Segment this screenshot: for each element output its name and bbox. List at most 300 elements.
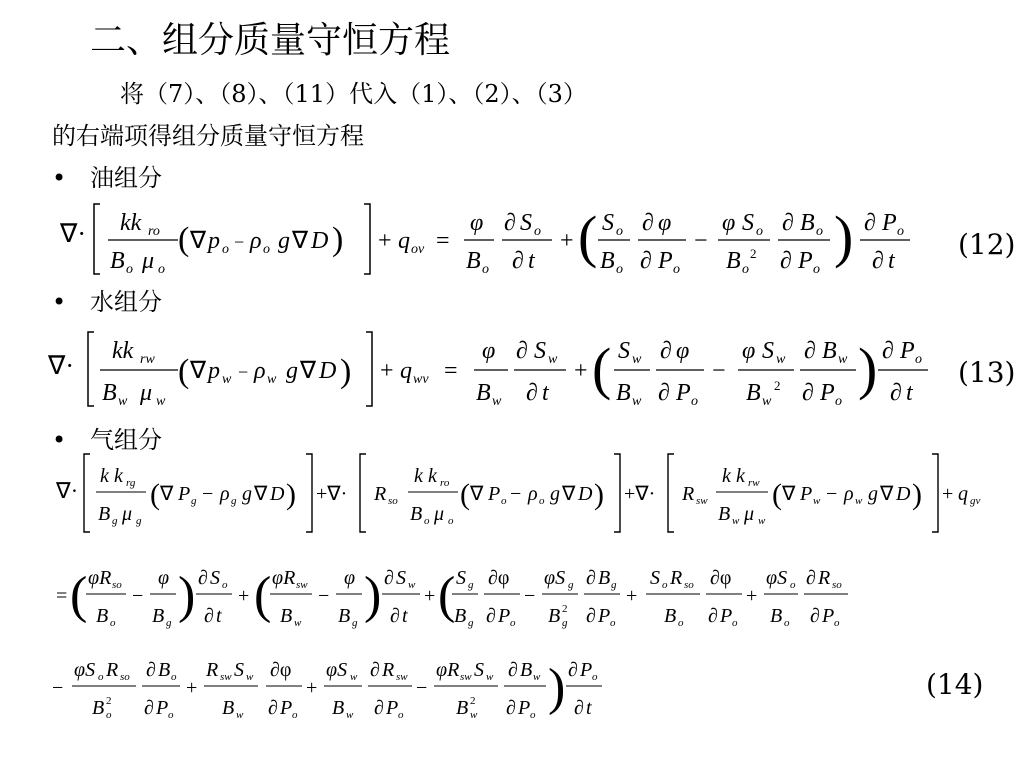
svg-text:μ: μ [142, 248, 155, 274]
svg-text:∂: ∂ [512, 248, 524, 274]
svg-text:S: S [234, 659, 244, 681]
svg-text:R: R [374, 483, 387, 505]
svg-text:o: o [448, 515, 454, 527]
svg-text:so: so [112, 579, 122, 591]
svg-text:o: o [292, 709, 298, 721]
intro-line-1: 将（7）、（8）、（11）代入（1）、（2）、（3） [120, 80, 587, 108]
svg-text:o: o [501, 495, 507, 507]
svg-text:φS: φS [74, 659, 96, 681]
svg-text:ov: ov [411, 242, 425, 257]
svg-text:φS: φS [544, 567, 566, 589]
svg-text:∂: ∂ [568, 659, 578, 681]
svg-text:w: w [632, 394, 642, 409]
svg-text:+: + [238, 585, 250, 607]
svg-text:k: k [428, 465, 437, 487]
svg-text:p: p [208, 228, 220, 254]
svg-text:(: ( [772, 478, 782, 511]
svg-text:∂φ: ∂φ [488, 567, 510, 589]
svg-text:S: S [534, 338, 546, 364]
svg-text:o: o [732, 617, 738, 629]
svg-text:φ: φ [158, 567, 170, 589]
svg-text:o: o [263, 242, 270, 257]
svg-text:w: w [470, 709, 478, 721]
svg-text:g: g [568, 579, 574, 591]
svg-text:−: − [318, 585, 330, 607]
svg-text:+∇·: +∇· [624, 483, 656, 505]
svg-text:ρ: ρ [220, 483, 230, 505]
svg-text:w: w [236, 709, 244, 721]
svg-text:∂: ∂ [370, 659, 380, 681]
svg-text:o: o [126, 262, 133, 277]
svg-text:∂φ: ∂φ [270, 659, 292, 681]
svg-text:gv: gv [970, 495, 981, 507]
svg-text:k: k [722, 465, 731, 487]
svg-text:B: B [718, 503, 731, 525]
svg-text:o: o [678, 617, 684, 629]
svg-text:o: o [897, 224, 904, 239]
svg-text:o: o [168, 709, 174, 721]
svg-text:=: = [444, 358, 458, 384]
svg-text:μ: μ [744, 503, 755, 525]
svg-text:B: B [338, 605, 351, 627]
svg-text:B: B [548, 605, 561, 627]
svg-text:): ) [834, 204, 854, 269]
svg-text:φ: φ [742, 338, 756, 364]
svg-text:P: P [280, 697, 293, 719]
svg-text:g: g [231, 495, 237, 507]
svg-text:o: o [482, 262, 489, 277]
svg-text:q: q [398, 228, 410, 254]
svg-text:=: = [436, 228, 450, 254]
svg-text:∂: ∂ [872, 248, 884, 274]
svg-text:sw: sw [696, 495, 708, 507]
svg-text:sw: sw [396, 671, 408, 683]
svg-text:D: D [311, 228, 329, 254]
svg-text:∂: ∂ [810, 605, 820, 627]
svg-text:q: q [400, 358, 412, 384]
equation-12 [0, 190, 1024, 290]
svg-text:g: g [191, 495, 197, 507]
svg-text:∇: ∇ [300, 358, 317, 384]
svg-text:o: o [756, 224, 763, 239]
svg-text:so: so [120, 671, 130, 683]
equation-14-row-2 [0, 548, 1024, 638]
svg-text:kk: kk [120, 210, 142, 236]
svg-text:∇: ∇ [470, 483, 484, 505]
svg-text:o: o [98, 671, 104, 683]
svg-text:ro: ro [148, 224, 160, 239]
svg-text:o: o [424, 515, 430, 527]
svg-text:∂: ∂ [144, 697, 154, 719]
svg-text:−: − [826, 483, 838, 505]
svg-text:S: S [456, 567, 466, 589]
svg-text:ro: ro [440, 477, 450, 489]
svg-text:o: o [673, 262, 680, 277]
svg-text:t: t [586, 697, 592, 719]
svg-text:φ: φ [722, 210, 736, 236]
svg-text:S: S [618, 338, 630, 364]
svg-text:sw: sw [296, 579, 308, 591]
svg-text:k: k [414, 465, 423, 487]
svg-text:+: + [626, 585, 638, 607]
svg-text:P: P [676, 380, 691, 406]
svg-text:B: B [664, 605, 677, 627]
svg-text:φR: φR [272, 567, 296, 589]
svg-text:w: w [346, 709, 354, 721]
svg-text:∇·: ∇· [48, 351, 75, 380]
svg-text:o: o [691, 394, 698, 409]
svg-text:−: − [234, 232, 245, 252]
svg-text:∂: ∂ [390, 605, 400, 627]
svg-text:B: B [102, 380, 117, 406]
equation-14-row-3 [0, 648, 1024, 738]
svg-text:D: D [578, 483, 593, 505]
svg-text:w: w [855, 495, 863, 507]
intro-line-2: 的右端项得组分质量守恒方程 [52, 122, 364, 150]
svg-text:o: o [835, 394, 842, 409]
svg-text:B: B [726, 248, 741, 274]
equation-13 [0, 322, 1024, 422]
svg-text:+: + [380, 358, 394, 384]
svg-text:P: P [800, 483, 813, 505]
svg-text:D: D [319, 358, 337, 384]
svg-text:o: o [592, 671, 598, 683]
svg-text:): ) [594, 478, 604, 511]
svg-text:B: B [520, 659, 533, 681]
svg-text:w: w [632, 352, 642, 367]
svg-text:S: S [762, 338, 774, 364]
svg-text:B: B [770, 605, 783, 627]
svg-text:D: D [896, 483, 911, 505]
svg-text:k: k [100, 465, 109, 487]
svg-text:+: + [560, 228, 574, 254]
svg-text:∂: ∂ [198, 567, 208, 589]
svg-text:w: w [350, 671, 358, 683]
svg-text:w: w [118, 394, 128, 409]
svg-text:2: 2 [774, 378, 781, 393]
svg-text:2: 2 [750, 246, 757, 261]
svg-text:∇·: ∇· [60, 219, 87, 248]
svg-text:P: P [488, 483, 501, 505]
svg-text:R: R [818, 567, 831, 589]
svg-text:o: o [222, 242, 229, 257]
svg-text:o: o [110, 617, 116, 629]
svg-text:2: 2 [562, 603, 568, 615]
svg-text:B: B [158, 659, 171, 681]
svg-text:w: w [156, 394, 166, 409]
svg-text:o: o [816, 224, 823, 239]
svg-text:o: o [610, 617, 616, 629]
svg-text:o: o [813, 262, 820, 277]
svg-text:g: g [868, 483, 878, 505]
svg-text:∂: ∂ [640, 248, 652, 274]
svg-text:∂φ: ∂φ [710, 567, 732, 589]
svg-text:P: P [798, 248, 813, 274]
svg-text:): ) [364, 567, 382, 624]
svg-text:∂: ∂ [574, 697, 584, 719]
svg-text:B: B [96, 605, 109, 627]
svg-text:B: B [222, 697, 235, 719]
svg-text:φR: φR [88, 567, 112, 589]
svg-text:μ: μ [122, 503, 133, 525]
svg-text:w: w [408, 579, 416, 591]
svg-text:φ: φ [482, 338, 496, 364]
svg-text:B: B [110, 248, 125, 274]
svg-text:P: P [658, 248, 673, 274]
svg-text:−: − [132, 585, 144, 607]
svg-text:t: t [528, 248, 535, 274]
svg-text:P: P [720, 605, 733, 627]
svg-text:φ: φ [470, 210, 484, 236]
svg-text:P: P [598, 605, 611, 627]
svg-text:so: so [684, 579, 694, 591]
svg-text:∇: ∇ [782, 483, 796, 505]
svg-text:g: g [278, 228, 290, 254]
svg-text:o: o [158, 262, 165, 277]
svg-text:−: − [510, 483, 522, 505]
svg-text:∂: ∂ [708, 605, 718, 627]
svg-text:+: + [378, 228, 392, 254]
bullet-label: 水组分 [90, 288, 162, 316]
svg-text:g: g [112, 515, 118, 527]
svg-text:B: B [476, 380, 491, 406]
svg-text:B: B [746, 380, 761, 406]
svg-text:D: D [270, 483, 285, 505]
svg-text:o: o [790, 579, 796, 591]
svg-text:P: P [882, 210, 897, 236]
svg-text:∂: ∂ [658, 380, 670, 406]
svg-text:): ) [178, 567, 196, 624]
svg-text:∂: ∂ [782, 210, 794, 236]
svg-text:∂: ∂ [504, 210, 516, 236]
svg-text:+: + [306, 677, 318, 699]
svg-text:B: B [800, 210, 815, 236]
svg-text:φS: φS [766, 567, 788, 589]
svg-text:g: g [166, 617, 172, 629]
svg-text:g: g [468, 579, 474, 591]
svg-text:w: w [267, 372, 277, 387]
svg-text:−: − [52, 677, 64, 699]
svg-text:w: w [732, 515, 740, 527]
svg-text:∂: ∂ [806, 567, 816, 589]
svg-text:o: o [539, 495, 545, 507]
bullet-oil-component [52, 158, 162, 193]
svg-text:w: w [533, 671, 541, 683]
svg-text:B: B [454, 605, 467, 627]
svg-text:P: P [820, 380, 835, 406]
svg-text:−: − [202, 483, 214, 505]
svg-text:o: o [915, 352, 922, 367]
svg-text:∂: ∂ [146, 659, 156, 681]
svg-text:B: B [600, 248, 615, 274]
svg-text:−: − [238, 362, 249, 382]
svg-text:o: o [171, 671, 177, 683]
svg-text:S: S [602, 210, 614, 236]
bullet-label: 气组分 [90, 426, 162, 454]
bullet-label: 油组分 [90, 164, 162, 192]
svg-text:g: g [562, 617, 568, 629]
svg-text:P: P [580, 659, 593, 681]
svg-text:φS: φS [326, 659, 348, 681]
svg-text:): ) [340, 353, 352, 390]
svg-text:sw: sw [220, 671, 232, 683]
svg-text:k: k [114, 465, 123, 487]
svg-text:w: w [758, 515, 766, 527]
svg-text:S: S [474, 659, 484, 681]
svg-text:P: P [498, 605, 511, 627]
svg-text:μ: μ [434, 503, 445, 525]
svg-text:P: P [178, 483, 191, 505]
svg-text:S: S [396, 567, 406, 589]
svg-text:(: ( [70, 567, 88, 624]
svg-text:rw: rw [140, 352, 155, 367]
svg-text:∂: ∂ [660, 338, 672, 364]
svg-text:∂: ∂ [642, 210, 654, 236]
svg-text:t: t [906, 380, 913, 406]
svg-text:∂: ∂ [516, 338, 528, 364]
svg-text:(: ( [178, 353, 190, 390]
svg-text:ρ: ρ [528, 483, 538, 505]
svg-text:∂: ∂ [586, 605, 596, 627]
svg-text:+∇·: +∇· [316, 483, 348, 505]
svg-text:sw: sw [460, 671, 472, 683]
equation-14-row-1 [0, 448, 1024, 538]
svg-text:−: − [416, 677, 428, 699]
svg-text:S: S [520, 210, 532, 236]
svg-text:φ: φ [658, 210, 672, 236]
svg-text:(: ( [578, 204, 598, 269]
svg-text:R: R [206, 659, 219, 681]
svg-text:g: g [550, 483, 560, 505]
svg-text:∂: ∂ [864, 210, 876, 236]
svg-text:P: P [822, 605, 835, 627]
svg-text:=: = [56, 585, 68, 607]
svg-text:B: B [332, 697, 345, 719]
svg-text:g: g [242, 483, 252, 505]
svg-text:∂: ∂ [374, 697, 384, 719]
equation-number-13: (13) [958, 356, 1016, 389]
svg-text:+: + [186, 677, 198, 699]
svg-text:S: S [650, 567, 660, 589]
svg-text:(: ( [178, 221, 190, 258]
svg-text:∂: ∂ [890, 380, 902, 406]
svg-text:∂: ∂ [204, 605, 214, 627]
svg-text:wv: wv [413, 372, 429, 387]
svg-text:o: o [530, 709, 536, 721]
svg-text:k: k [736, 465, 745, 487]
svg-text:B: B [616, 380, 631, 406]
svg-text:+: + [574, 358, 588, 384]
svg-text:∇: ∇ [292, 228, 309, 254]
svg-text:B: B [410, 503, 423, 525]
svg-text:∂: ∂ [268, 697, 278, 719]
svg-text:ρ: ρ [250, 228, 262, 254]
svg-text:2: 2 [470, 695, 476, 707]
svg-text:∇: ∇ [160, 483, 174, 505]
svg-text:w: w [762, 394, 772, 409]
svg-text:R: R [682, 483, 695, 505]
svg-text:∂: ∂ [384, 567, 394, 589]
svg-text:+: + [746, 585, 758, 607]
bullet-water-component [52, 282, 162, 317]
svg-text:∂: ∂ [486, 605, 496, 627]
svg-text:∂: ∂ [780, 248, 792, 274]
svg-text:o: o [784, 617, 790, 629]
equation-number-14: (14) [926, 668, 984, 701]
svg-text:o: o [616, 224, 623, 239]
svg-text:R: R [382, 659, 395, 681]
svg-text:w: w [813, 495, 821, 507]
svg-text:R: R [670, 567, 683, 589]
svg-text:∇·: ∇· [56, 478, 79, 503]
svg-text:(: ( [438, 567, 456, 624]
svg-text:o: o [106, 709, 112, 721]
svg-text:(: ( [254, 567, 272, 624]
svg-text:w: w [776, 352, 786, 367]
svg-text:(: ( [150, 478, 160, 511]
bullet-symbol: • [52, 288, 67, 316]
svg-text:g: g [352, 617, 358, 629]
svg-text:w: w [486, 671, 494, 683]
svg-text:w: w [294, 617, 302, 629]
svg-text:P: P [900, 338, 915, 364]
svg-text:ρ: ρ [254, 358, 266, 384]
svg-text:+: + [424, 585, 436, 607]
svg-text:): ) [332, 221, 344, 258]
svg-text:+: + [942, 483, 954, 505]
svg-text:φ: φ [344, 567, 356, 589]
svg-text:(: ( [592, 336, 612, 401]
svg-text:∇: ∇ [562, 483, 576, 505]
svg-text:t: t [542, 380, 549, 406]
svg-text:o: o [834, 617, 840, 629]
svg-text:B: B [822, 338, 837, 364]
svg-text:B: B [152, 605, 165, 627]
svg-text:B: B [92, 697, 105, 719]
svg-text:g: g [136, 515, 142, 527]
svg-text:B: B [280, 605, 293, 627]
svg-text:so: so [388, 495, 398, 507]
svg-text:t: t [216, 605, 222, 627]
svg-text:B: B [456, 697, 469, 719]
svg-text:(: ( [460, 478, 470, 511]
svg-text:∂: ∂ [508, 659, 518, 681]
svg-text:w: w [246, 671, 254, 683]
svg-text:o: o [398, 709, 404, 721]
svg-text:∇: ∇ [254, 483, 268, 505]
svg-text:rw: rw [748, 477, 760, 489]
svg-text:∇: ∇ [190, 228, 207, 254]
svg-text:S: S [210, 567, 220, 589]
svg-text:φ: φ [676, 338, 690, 364]
svg-text:): ) [858, 336, 878, 401]
svg-text:): ) [912, 478, 922, 511]
equation-number-12: (12) [958, 228, 1016, 261]
svg-text:S: S [742, 210, 754, 236]
svg-text:o: o [534, 224, 541, 239]
svg-text:o: o [616, 262, 623, 277]
svg-text:B: B [98, 503, 111, 525]
svg-text:o: o [510, 617, 516, 629]
svg-text:∂: ∂ [506, 697, 516, 719]
svg-text:t: t [402, 605, 408, 627]
svg-text:rg: rg [126, 477, 136, 489]
svg-text:B: B [466, 248, 481, 274]
svg-text:w: w [492, 394, 502, 409]
svg-text:g: g [286, 358, 298, 384]
svg-text:∂: ∂ [526, 380, 538, 406]
svg-text:−: − [712, 358, 726, 384]
